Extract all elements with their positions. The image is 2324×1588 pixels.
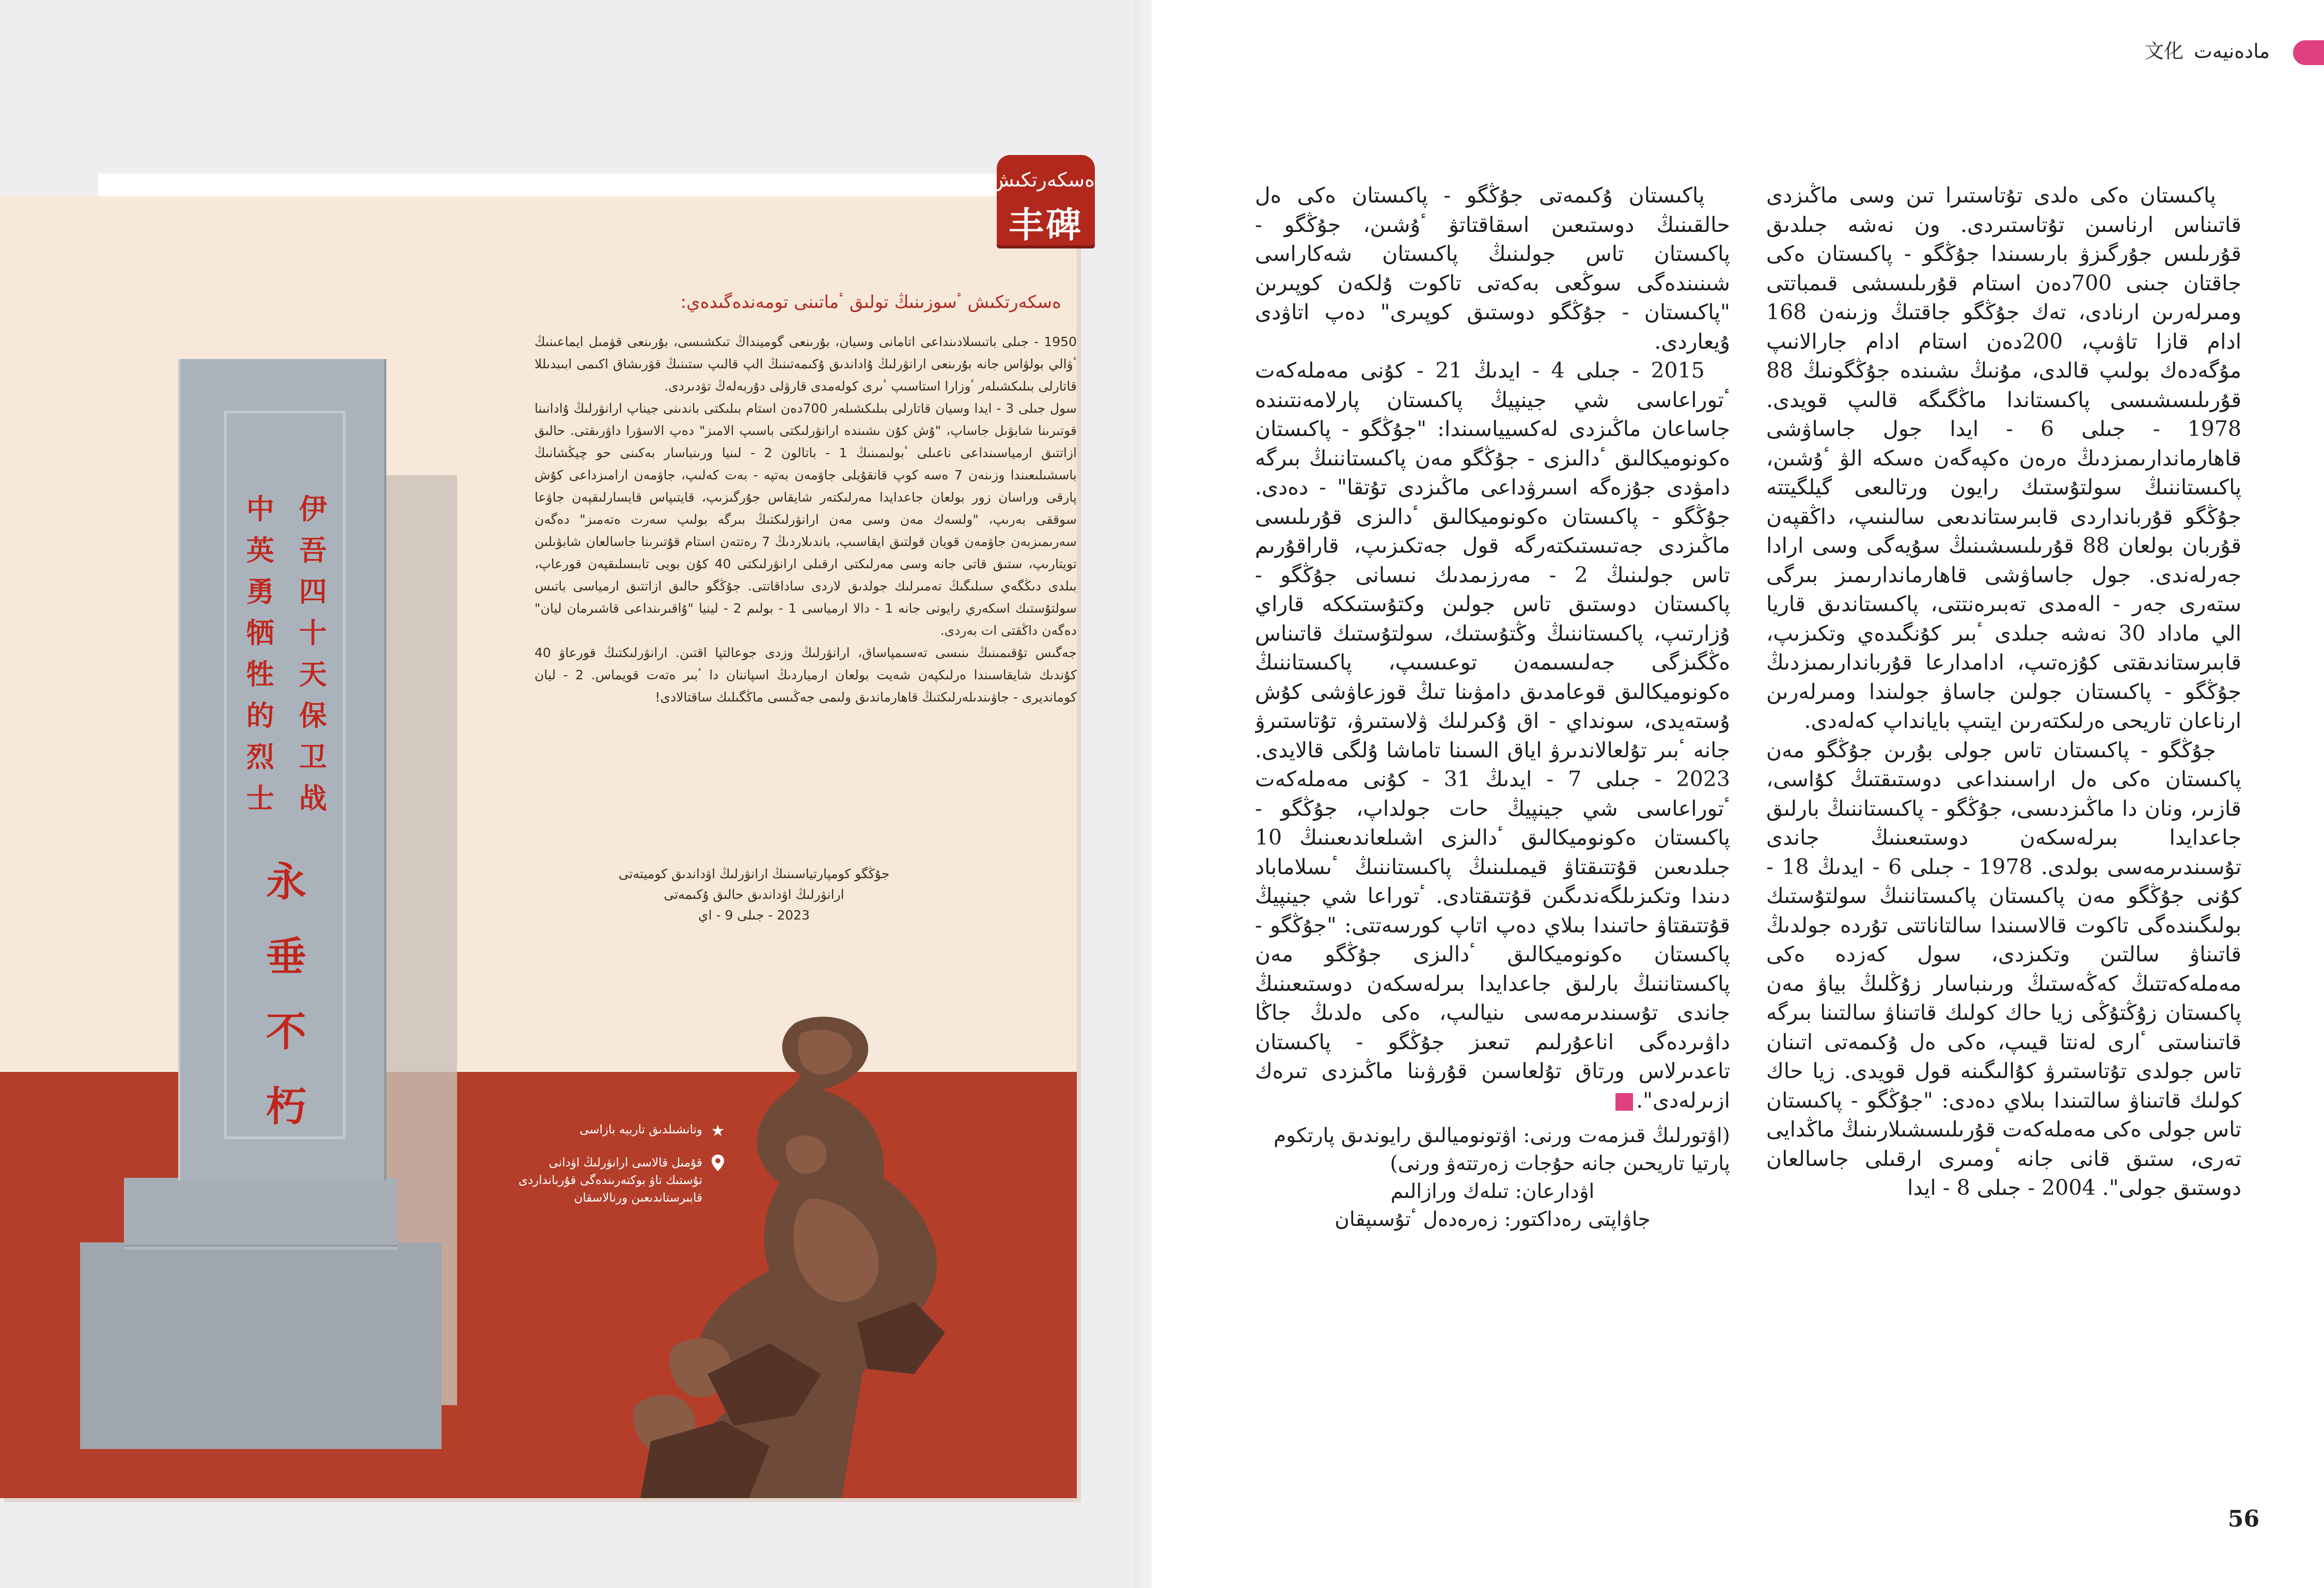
location-pin-icon <box>708 1154 728 1177</box>
source-line: پارتيا تاريحىن جانە حۇجات زەرتتەۋ ورنى) <box>1390 1152 1730 1175</box>
article-column-1 <box>1766 181 2241 1498</box>
caption-row <box>511 1121 728 1142</box>
monument-char: 英 <box>246 534 274 567</box>
signature-line: ارانۋرلىڭ اۋداندىق حالىق ۇكىمەتى <box>664 887 844 902</box>
translator-line: اۋدارعان: تىلەك ورازالىم <box>1390 1180 1595 1203</box>
soldiers-sculpture <box>553 1013 1079 1498</box>
monument-column-right <box>295 488 331 819</box>
panel-top-strip <box>98 174 1077 197</box>
monument-plinth <box>124 1178 398 1247</box>
section-tab-marker <box>2293 40 2324 65</box>
monument-char: 士 <box>246 782 274 815</box>
inscription-text <box>535 331 1077 708</box>
monument-char: 卫 <box>299 740 327 773</box>
monument-char: 保 <box>299 699 327 732</box>
section-name-kazakh: مادەنيەت <box>2194 40 2270 63</box>
monument-column-left <box>242 488 278 819</box>
left-page <box>0 0 1152 1588</box>
inscription-paragraph: جەگىس تۇقىمىنىڭ ىنىسى تەسىمپاساق، ارانۋرلىڭ وزدى جوعالتپا اقتىن. ارانۋرلىكتىڭ قورعاۋ 40 كۇندىك شايقاسىندا ەرلىكپەن شەيت بولعان ارمياردىڭ اسپاننان دا ٴبىر ەتەت قويماس. 2 - ليان كومانديرى - جاۋىندىلەرلىكتىڭ قاهارماندىق ولىمى جەڭىسى ماڭگىلىك ساقتالادى! <box>535 645 1077 705</box>
section-tag <box>990 155 1095 246</box>
monument-char: 勇 <box>246 575 274 608</box>
article-paragraph: پاكىستان ەكى ەلدى تۇتاستىرا تىن وسى ماڭىزدى قاتىناس ارناسىن تۇتاستىردى. ون نەشە جىلدىق قۇرىلىس جۇرگىزۋ بارىسىندا جۇڭگو - پاكىستان ەكى جاقتان جىنى 700دەن استام قۇرىلىسشى قىمباتتى ومىرلەرىن ارنادى، تەك جۇڭگو جاقتىڭ وزىنەن 168 ادام قازا تاۋىپ، 200دەن استام ادام جارالانىپ مۇگەدەك بولىپ قالدى، مۇنىڭ ىشىندە جۇڭگونىڭ 88 قۇرىلىسشىسى پاكىستاندا ماڭگىگە قالىپ قويدى. 1978 - جىلى 6 - ايدا جول جاساۋشى قاھارماندارىمىزدىڭ ەرەن ەكپەگەن ەسكە الۋ ٴۇشىن، پاكىستاننىڭ سولتۇستىك رايون ورتالىعى گيلگيتتە جۇڭگو قۇربانداردى قابىرستاندىعى سالىنىپ، داڭقپەن قۇربان بولعان 88 قۇرىلىسشىنىڭ سۇيەگى وسى ارادا جەرلەندى. جول جاساۋشى قاھارماندارىمىز بىرگى ستەرى جەر - الەمدى تەبىرەنتتى، پاكىستاندىق قاريا الي ماداد 30 نەشە جىلدى ٴبىر كۇنگىدەي وتكىزىپ، قابىرستاندىقتى كۇزەتىپ، ادامدارعا قۇرباندارىمىزدىڭ جۇڭگو - پاكىستان جولىن جاساۋ جولىندا ومىرلەرىن ارناعان تاريحى ەرلىكتەرىن ايتىپ بايانداپ كەلەدى. <box>1766 183 2241 733</box>
end-mark-icon <box>1615 1093 1633 1111</box>
article-paragraph <box>1255 356 1730 1115</box>
article-paragraph: پاكىستان ۇكىمەتى جۇڭگو - پاكىستان ەكى ەل حالقىنىڭ دوستىعىن اسقاقتاتۋ ٴۇشىن، جۇڭگو - پاكىستان تاس جولىنىڭ پاكىستان شەكاراسى شىنىندەگى سوڭعى بەكەتى تاكوت ۇلكەن كوپىرىن "پاكىستان - جۇڭگو دوستىق كوپىرى" دەپ اتاۋدى ۇيعاردى. <box>1255 183 1730 354</box>
inscription-paragraph: سول جىلى 3 - ايدا وسيان قاتارلى بىلىكشىلەر 700دەن استام بىلىكتى باندىنى جيناپ ارانۋرلىڭ ۇادانىنا قوتىرىنا شابۋىل جاساپ، "ۇش كۇن ىشىندە ارانۋرلىكتى باسىپ الامىز" دەپ الاسۋرا داۋرىقتى. حالىق ازاتتىق ارمياسىنداعى ناعىلى ٴبولىمىنىڭ 1 - باتالون 2 - لىنيا ورىنباسار بەكىنى حو چيڭشانىڭ باسشىلىعىندا وزىنەن 7 ەسە كوپ قانقۇيلى جاۋمەن بەتپە - بەت كەلىپ، جاۋمەن ارامىزداعى كۇش پارقى وراسان زور بولعان جاعدايدا مەرلىكتەر شايقاس جۇرگىزىپ، قايتىپاس قايسارلىقپەن جاۋعا سوققى بەرىپ، "ولسەك مەن وسى مەن ارانۋرلىكتىڭ بىرگە بولىپ سەرت ەتەمىز" دەگەن سەرىمىزبەن جاۋمەن قويان قولتىق ايقاسىپ، باندىلاردىڭ 7 رەتتەن استام قۇتىرىنا جاسالعان شابۋىلىن تويتارىپ، ستىق قاتى جانە وسى مەرلىكتى ارقىلى ارانۋرلىكتى 40 كۇن بويى تابىسلىقپەن قورعاپ، بىلدى دىڭگەي سىلىگىڭ تەمىرلىك جولدىق لاردى ساداقاتتى. جۇڭگو حالىق ازاتتىق ارمياسى باتىس سولتۇستىك اسكەري رايونى جانە 1 - دالا ارمياسى 1 - بولىم 2 - لينيا "ۇاقىرىنداعى قاشىرمان ليان" دەگەن داڭقتى ات بەردى. <box>535 401 1077 638</box>
caption-row <box>511 1154 728 1207</box>
monument-main-char: 朽 <box>265 1083 306 1130</box>
monument-main-char: 永 <box>265 859 306 906</box>
monument-char: 牲 <box>246 658 274 691</box>
monument-char: 伊 <box>299 492 327 525</box>
monument-char: 吾 <box>299 534 327 567</box>
inscription-signatures <box>568 864 940 926</box>
monument-shaft <box>178 359 386 1180</box>
section-tag-kazakh: ەسكەرتكىش <box>990 168 1095 191</box>
section-tag-chinese: 丰碑 <box>1008 205 1083 246</box>
article-source <box>1255 1122 1730 1234</box>
inscription-paragraph: 1950 - جىلى باتىسلادىنداعى اتامانى وسيان، بۇرىنعى گومينداڭ تىكشىسى، بۇرىنعى قۋمىل ايماعىنىڭ ٴۋالي بولۋاس جانە بۇرىنعى ارانۋرلىڭ ۇاداندىق ۇكىمەتىنىڭ الپ قالىپ ستىنىڭ قۋرىشاق اكىمى ابىبدىللا قاتارلى بىلىكشىلەر ٴوزارا استاسىپ ٴىرى كولەمدى قارۋلى دۇربەلەڭ تۋدىردى. <box>535 334 1077 394</box>
monument-main-char: 不 <box>265 1008 306 1055</box>
article-column-2 <box>1255 181 1730 1498</box>
monument-char: 烈 <box>246 740 274 773</box>
monument-char: 天 <box>299 658 327 691</box>
editor-line: جاۋاپتى رەداكتور: زەرەدەل ٴتۇسىپقان <box>1334 1208 1651 1231</box>
signature-line: 2023 - جىلى 9 - اي <box>698 908 810 923</box>
monument-main-inscription <box>258 845 315 1144</box>
section-header <box>2094 35 2270 64</box>
article-paragraph-text: 2015 - جىلى 4 - ايدىڭ 21 - كۇنى مەملەكەت ٴتوراعاسى شي جينپيڭ پاكىستان پارلامەنتىندە جاساعان ماڭىزدى لەكسيياسىندا: "جۇڭگو - پاكىستان ەكونوميكالىق ٴدالىزى - جۇڭگو مەن پاكىستاننىڭ بىرگە دامۋدى جۇزەگە اسىرۋداعى ماڭىزدى تۇتقا" - دەدى. جۇڭگو - پاكىستان ەكونوميكالىق ٴدالىزى قۇرىلىسى ماڭىزدى جەتىستىكتەرگە قول جەتكىزىپ، قاراقۇرىم تاس جولىنىڭ 2 - مەرزىمدىك نىسانى جۇڭگو - پاكىستان دوستىق تاس جولىن وكتۇستىككە قاراي ۇزارتىپ، پاكىستاننىڭ وڭتۇستىك، سولتۇستىك قاتىناس ەڭگىزگى جەلىسىمەن توعىسىپ، پاكىستاننىڭ ەكونوميكالىق قوعامدىق دامۋىنا تىڭ قوزعاۋشى كۇش ۇستەيدى، سونداي - اق ۇكىرلىك ۋلاستىرۋ، تۇتاستىرۋ جانە ٴبىر تۇلعالاندىرۋ اياق السىنا تاماشا ۇلگى قالايدى. 2023 - جىلى 7 - ايدىڭ 31 - كۇنى مەملەكەت ٴتوراعاسى شي جينپيڭ حات جولداپ، جۇڭگو - پاكىستان ەكونوميكالىق ٴدالىزى اشىلعاندىعىنىڭ 10 جىلدىعىن قۇتتىقتاۋ قيمىلىنىڭ پاكىستاننىڭ ٴىسلاماباد دىندا وتكىزىلگەندىگىن قۇتتىقتادى. ٴتوراعا شي جينپيڭ قۇتتىقتاۋ حاتىندا بىلاي دەپ اتاپ كورسەتتى: "جۇڭگو - پاكىستان ەكونوميكالىق ٴدالىزى جۇڭگو مەن پاكىستاننىڭ بارلىق جاعدايدا بىرلەسكەن دوستىعىنىڭ جاندى تۇسىندىرمەسى ىنيالىپ، ەكى ەلدىڭ جاڭا داۋىردەگى اناعۇرلىم تىعىز جۇڭگو - پاكىستان تاعدىرلاس ورتاق تۇلعاسىن قۇرۋىنا ماڭىزدى تىرەك ازىرلەدى". <box>1255 358 1730 1113</box>
inscription-heading: ەسكەرتكىش ٴسوزىنىڭ تولىق ٴماتىنى تومەندەگىدەي: <box>680 292 1061 313</box>
source-line: (اۋتورلىڭ قىزمەت ورنى: اۋتونوميالىق رايوندىق پارتكوم <box>1274 1124 1730 1147</box>
article-paragraph: جۇڭگو - پاكىستان تاس جولى بۇرىن جۇڭگو مەن پاكىستان ەكى ەل اراسىنداعى دوستىقتىڭ كۇاسى، قازىر، ونان دا ماڭىزدىسى، جۇڭگو - پاكىستاننىڭ بارلىق جاعدايدا بىرلەسكەن دوستىعىنىڭ جاندى تۇسىندىرمەسى بولدى. 1978 - جىلى 6 - ايدىڭ 18 - كۇنى جۇڭگو مەن پاكىستان پاكىستاننىڭ سولتۇستىك بولىگىندەگى تاكوت قالاسىندا سالتاناتتى تۇردە جولدىڭ قاتىناۋ سالتىن وتكىزدى، سول كەزدە ەكى مەملەكەتتىڭ كەڭەستىڭ ورىنباسار زۇڭلىڭ بياۋ مەن پاكىستان زۇڭتۇڭى زيا حاك كولىك قاتىناۋ سالتىنا بىرگە قاتىناستى ٴارى لەنتا قيىپ، ەكى ەل ۇكىمەتى اتىنان تاس جولدى تۇتاستىرۋ كۇالىگىنە قول قويدى. زيا حاك كولىك قاتىناۋ سالتىندا بىلاي دەدى: "جۇڭگو - پاكىستان تاس جولى ەكى مەملەكەت قۇرىلىسشىلارىنىڭ ماڭدايى تەرى، ستىق قانى جانە ٴومىرى ارقىلى جاسالعان دوستىق جولى". 2004 - جىلى 8 - ايدا <box>1766 737 2241 1200</box>
page-number: 56 <box>2227 1506 2259 1532</box>
monument-char: 中 <box>246 492 274 525</box>
monument-char: 的 <box>246 699 274 732</box>
star-icon: ★ <box>711 1122 725 1140</box>
monument-char: 四 <box>299 575 327 608</box>
monument-main-char: 垂 <box>265 933 306 980</box>
monument-char: 战 <box>299 782 327 815</box>
caption-text: وتانشىلدىق تاربيە بازاسى <box>579 1123 702 1136</box>
signature-line: جۇڭگو كومپارتياسىنىڭ ارانۋرلىڭ اۋداندىق كوميتەتى <box>618 866 890 881</box>
monument-base <box>80 1242 442 1449</box>
monument-char: 牺 <box>246 616 274 649</box>
monument-char: 十 <box>299 616 327 649</box>
section-name-chinese: 文化 <box>2144 40 2184 63</box>
photo-caption <box>511 1121 728 1219</box>
caption-text: قۇمىل قالاسى ارانۋرلىڭ اۋدانى تۇستىك تاۋ بوكتەرىندەگى قۇربانداردى قابىرستاندىعىن ورنالاسقان <box>518 1156 702 1205</box>
